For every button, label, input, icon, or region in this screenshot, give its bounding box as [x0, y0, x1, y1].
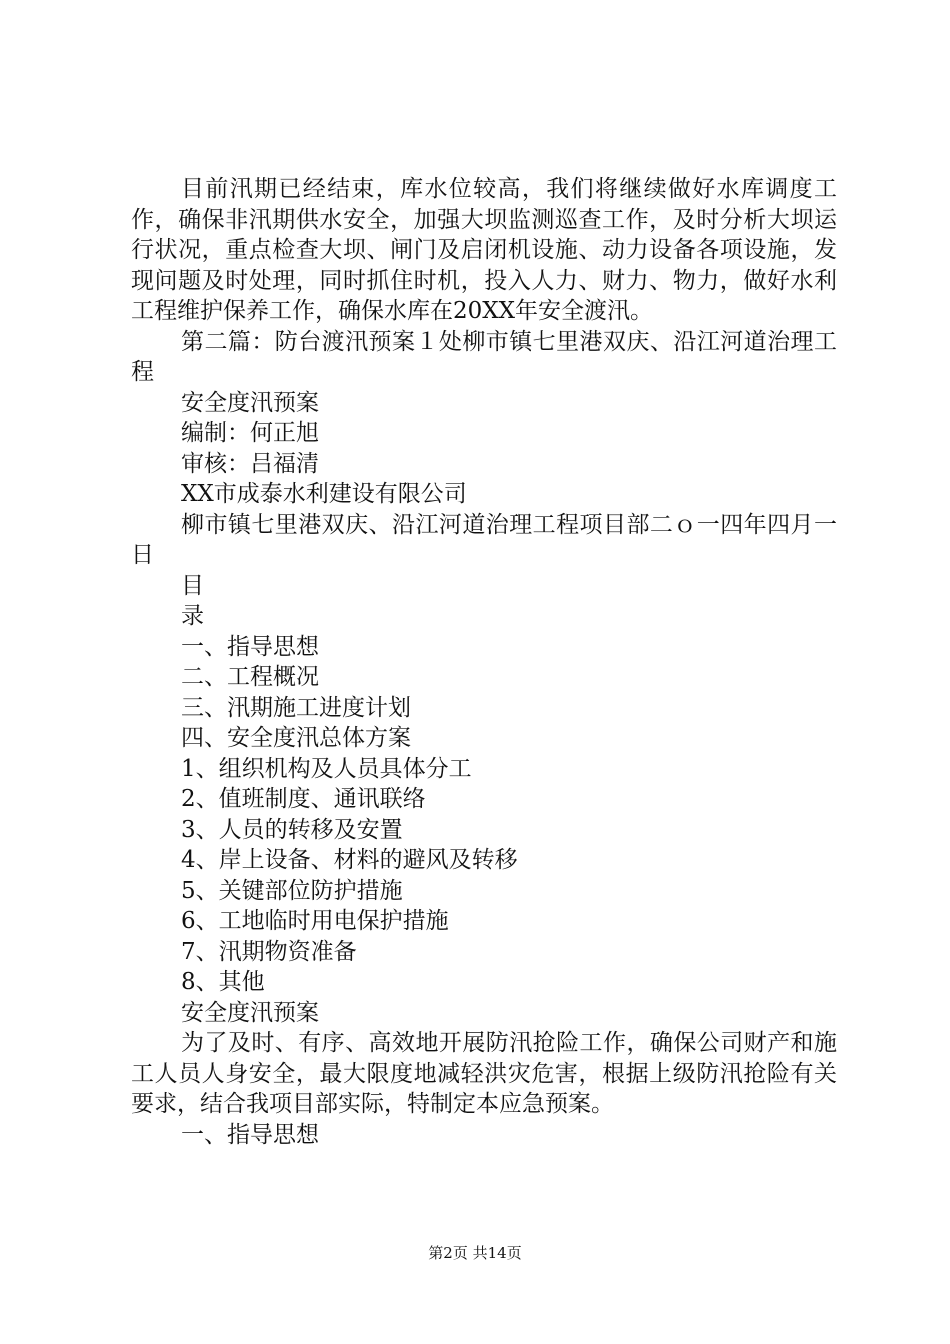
toc-item: 二、工程概况 — [181, 664, 319, 690]
toc-item: 一、指导思想 — [181, 633, 319, 660]
toc-subitem: 3、人员的转移及安置 — [181, 816, 403, 843]
company-name: XX市成泰水利建设有限公司 — [181, 481, 467, 507]
paragraph-chapter-two-title: 第二篇：防台渡汛预案１处柳市镇七里港双庆、沿江河道治理工程 — [131, 328, 837, 385]
page-footer: 第2页 共14页 — [428, 1244, 522, 1262]
toc-heading-part2: 录 — [181, 603, 204, 629]
section-heading-guiding-ideology: 一、指导思想 — [181, 1121, 319, 1148]
paragraph-flood-season-summary: 目前汛期已经结束，库水位较高，我们将继续做好水库调度工作，确保非汛期供水安全，加强大坝监测巡查工作，及时分析大坝运行状况，重点检查大坝、闸门及启闭机设施、动力设备各项设施，发现问题及时处理，同时抓住时机，投入人力、财力、物力，做好水利工程维护保养工作，确保水库在20XX年安全渡汛。 — [131, 176, 837, 324]
project-dept-date: 柳市镇七里港双庆、沿江河道治理工程项目部二ｏ一四年四月一日 — [131, 511, 837, 568]
toc-item: 三、汛期施工进度计划 — [181, 694, 411, 721]
toc-subitem: 1、组织机构及人员具体分工 — [181, 755, 472, 782]
toc-subitem: 4、岸上设备、材料的避风及转移 — [181, 847, 518, 873]
toc-subitem: 6、工地临时用电保护措施 — [181, 908, 449, 934]
toc-subitem: 2、值班制度、通讯联络 — [181, 786, 426, 812]
section-title: 安全度汛预案 — [181, 999, 319, 1026]
paragraph-purpose: 为了及时、有序、高效地开展防汛抢险工作，确保公司财产和施工人员人身安全，最大限度地减轻洪灾危害，根据上级防汛抢险有关要求，结合我项目部实际，特制定本应急预案。 — [131, 1030, 837, 1117]
compiled-by: 编制：何正旭 — [181, 420, 319, 446]
toc-subitem: 7、汛期物资准备 — [181, 938, 357, 965]
toc-item: 四、安全度汛总体方案 — [181, 725, 411, 751]
reviewed-by: 审核：吕福清 — [181, 450, 319, 477]
toc-subitem: 5、关键部位防护措施 — [181, 877, 403, 904]
document-body — [131, 174, 837, 1150]
plan-title: 安全度汛预案 — [181, 389, 319, 416]
toc-heading-part1: 目 — [181, 572, 204, 599]
toc-subitem: 8、其他 — [181, 969, 265, 995]
